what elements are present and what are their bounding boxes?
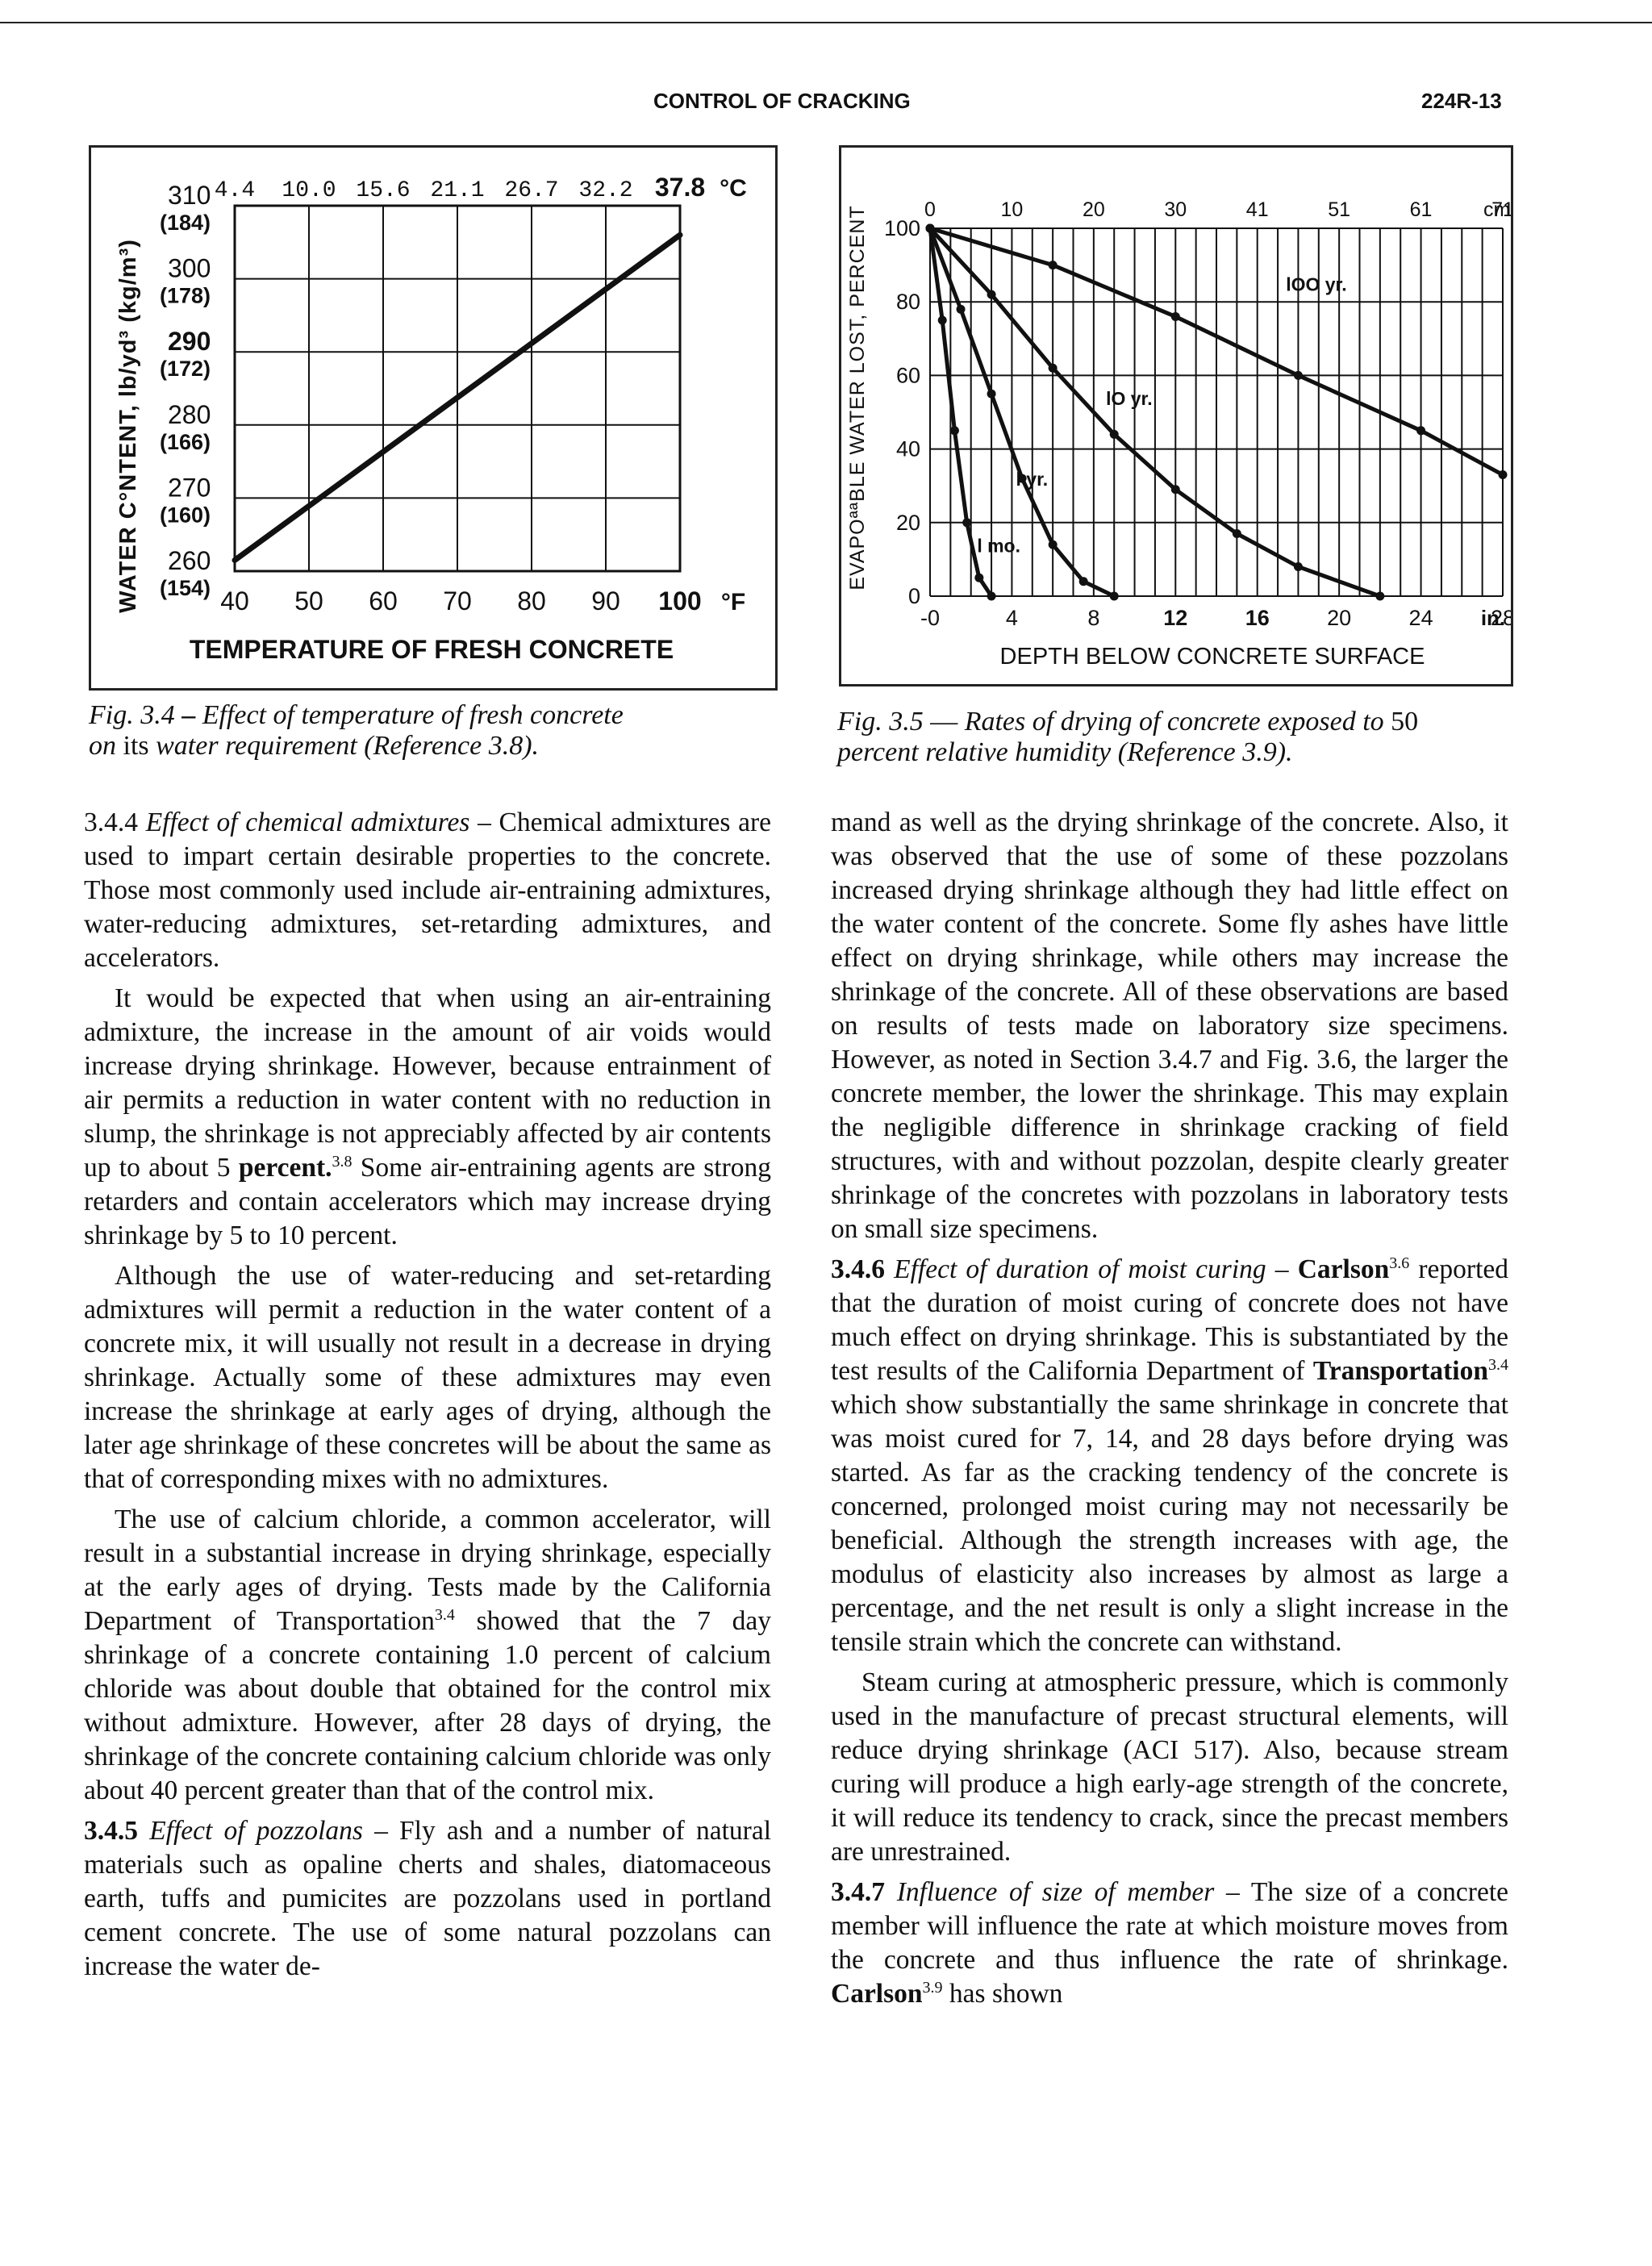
paragraph [84, 1814, 771, 1984]
figure-3-4-chart [91, 148, 775, 688]
y-tick-label-metric: (166) [160, 429, 211, 454]
y-tick-label: 290 [168, 327, 211, 357]
caption-text: its [123, 731, 149, 761]
y-tick-label: 280 [168, 399, 211, 429]
data-point [987, 592, 996, 601]
y-tick-label: 0 [907, 584, 920, 608]
data-point [1499, 470, 1508, 479]
top-rule [0, 22, 1652, 23]
y-tick-label: 270 [168, 473, 211, 503]
series-line [930, 228, 1114, 596]
paragraph-text: The use of calcium chloride, a common accelerator, will result in a substantial increase in drying shrinkage, especially at the early ages of drying. Tests made by the California Department of Transportation [84, 1504, 771, 1636]
y-tick-label-metric: (178) [160, 283, 211, 308]
paragraph-text: Although the use of water-reducing and set-retarding admixtures will permit a reduction in the water content of a concrete mix, it will usually not result in a decrease in drying shrinkage. Actually some of these admixtures may even increase the shrinkage at early ages of drying, although the later age shrinkage of these concretes will be about the same as that of corresponding mixes with no admixtures. [84, 1261, 771, 1494]
x-tick-label-in: -0 [920, 606, 941, 630]
data-point [987, 390, 996, 399]
x-tick-label-in: 20 [1327, 606, 1352, 630]
left-column [84, 806, 771, 1990]
data-point [1110, 430, 1119, 439]
x-tick-label-f: 60 [369, 586, 398, 616]
caption-text: percent relative humidity (Reference 3.9). [837, 737, 1293, 767]
y-tick-label-metric: (154) [160, 576, 211, 600]
paragraph-text: – Chemical admixtures are used to impart certain desirable properties to the concrete. Those most commonly used include air-entraining admixtures, water-reducing admixtures, set-retarding admixtures, and accelerators. [84, 807, 772, 973]
author-name: Carlson [831, 1979, 923, 2009]
x-unit-in: in. [1480, 606, 1506, 630]
x-tick-label-cm: 0 [924, 198, 936, 221]
citation: 3.8 [332, 1152, 353, 1171]
caption-dash: – [181, 700, 196, 730]
series-label: lOO yr. [1286, 273, 1347, 295]
citation: 3.4 [434, 1605, 455, 1624]
y-tick-label: 100 [883, 216, 920, 240]
x-axis-label: DEPTH BELOW CONCRETE SURFACE [999, 644, 1425, 670]
data-point [1294, 562, 1303, 571]
data-point [974, 574, 983, 582]
y-tick-label: 20 [895, 510, 920, 535]
data-point [1079, 577, 1088, 586]
x-axis-label: TEMPERATURE OF FRESH CONCRETE [189, 635, 674, 664]
data-point [1416, 426, 1425, 435]
x-tick-label-cm: 10 [1000, 198, 1024, 221]
caption-text: on [89, 731, 116, 761]
dash: – [1274, 1254, 1289, 1284]
x-tick-label-in: 28 [1490, 606, 1511, 630]
paragraph [831, 1253, 1508, 1659]
data-point [987, 290, 996, 299]
section-title: Effect of duration of moist curing [894, 1254, 1266, 1284]
data-point [1375, 592, 1384, 601]
y-tick-label: 80 [895, 290, 920, 315]
paragraph-text: reported that the duration of moist curing of concrete does not have much effect on drying shrinkage. This is substantiated by the test results of the California Department of [831, 1254, 1509, 1386]
paragraph [831, 806, 1508, 1246]
caption-text: Effect of temperature of fresh concrete [202, 700, 624, 730]
paragraph-text-bold: percent. [238, 1153, 332, 1183]
figure-3-5-chart [841, 148, 1511, 684]
x-tick-label-in: 16 [1245, 606, 1270, 630]
paragraph-text: showed that the 7 day shrinkage of a concrete containing 1.0 percent of calcium chloride was about double that obtained for the control mix without admixture. However, after 28 days of drying, the shrinkage of the concrete containing calcium chloride was only about 40 percent greater than that of the control mix. [84, 1606, 771, 1805]
paragraph [84, 806, 771, 975]
data-point [926, 224, 935, 233]
x-tick-label-c: 10.0 [282, 178, 336, 203]
x-tick-label-f: 80 [517, 586, 546, 616]
x-tick-label-f: 70 [443, 586, 472, 616]
x-tick-label-c: 37.8 [654, 173, 706, 202]
y-tick-label-metric: (172) [160, 357, 211, 382]
data-point [1110, 592, 1119, 601]
x-unit-cm: cm [1483, 198, 1511, 221]
x-tick-label-in: 8 [1087, 606, 1100, 630]
caption-label: Fig. 3.5 [837, 707, 924, 737]
paragraph-text: has shown [949, 1979, 1063, 2009]
paragraph [84, 1259, 771, 1496]
section-title: Influence of size of member [896, 1877, 1215, 1907]
figure-3-5-caption [837, 707, 1531, 768]
series-label: l mo. [977, 535, 1020, 557]
series-label: l yr. [1016, 469, 1049, 490]
page-number: 224R-13 [1421, 89, 1502, 113]
section-title: Effect of pozzolans [149, 1816, 363, 1846]
data-point [957, 305, 966, 314]
paragraph-text: – Fly ash and a number of natural materials such as opaline cherts and shales, diatomaceous earth, tuffs and pumicites are pozzolans used in portland cement concrete. The use of some natural pozzolans can increase the water de- [84, 1816, 771, 1981]
x-tick-label-f: 50 [294, 586, 323, 616]
running-header-title: CONTROL OF CRACKING [653, 89, 911, 113]
data-point [1049, 364, 1058, 373]
paragraph-text: which show substantially the same shrinkage in concrete that was moist cured for 7, 14, and 28 days before drying was started. As far as the cracking tendency of the concrete is concerned, prolonged moist curing may not necessarily be beneficial. Although the strength increases with age, the modulus of elasticity also increases by almost as large a percentage, and the net result is only a slight increase in the tensile strain which the concrete can withstand. [831, 1390, 1508, 1657]
section-number: 3.4.5 [84, 1816, 138, 1846]
data-point [1171, 485, 1180, 494]
data-point [950, 426, 959, 435]
y-tick-label: 60 [895, 363, 920, 388]
x-tick-label-f: 90 [591, 586, 620, 616]
caption-number: 50 [1391, 707, 1419, 737]
paragraph-text: It would be expected that when using an air-entraining admixture, the increase in the amount of air voids would increase drying shrinkage. However, because entrainment of air permits a reduction in water content with no reduction in slump, the shrinkage is not appreciably affected by air contents up to about 5 [84, 983, 771, 1183]
x-tick-label-cm: 61 [1409, 198, 1433, 221]
y-tick-label-metric: (184) [160, 211, 211, 235]
series-label: lO yr. [1106, 387, 1153, 409]
x-tick-label-c: 26.7 [504, 178, 559, 203]
x-unit-f: °F [720, 589, 746, 616]
figure-3-4 [89, 145, 778, 691]
caption-dash: — [930, 707, 958, 737]
paragraph [84, 982, 771, 1253]
y-axis-label: EVAPOªªBLE WATER LOST, PERCENT [846, 205, 869, 590]
y-axis-label: WATER C°NTENT, lb/yd³ (kg/m³) [115, 239, 141, 613]
data-point [1294, 371, 1303, 380]
section-number: 3.4.4 [84, 807, 138, 837]
section-title: Effect of chemical admixtures [145, 807, 470, 837]
x-tick-label-cm: 30 [1164, 198, 1187, 221]
paragraph-text: Steam curing at atmospheric pressure, which is commonly used in the manufacture of precast structural elements, will reduce drying shrinkage (ACI 517). Also, because stream curing will produce a high early-age strength of the concrete, it will reduce its tendency to crack, since the precast members are unrestrained. [831, 1667, 1508, 1867]
caption-text: water requirement (Reference 3.8). [156, 731, 540, 761]
x-tick-label-in: 24 [1408, 606, 1433, 630]
right-column [831, 806, 1508, 2018]
paragraph-text: Some air-entraining agents are strong retarders and contain accelerators which may increase drying shrinkage by 5 to 10 percent. [84, 1153, 772, 1250]
x-tick-label-cm: 71 [1491, 198, 1511, 221]
data-point [1171, 312, 1180, 321]
x-unit-c: °C [720, 175, 747, 202]
paragraph-text-bold: Transportation [1312, 1356, 1488, 1386]
data-point [938, 316, 947, 325]
y-tick-label: 40 [895, 436, 920, 461]
x-tick-label-in: 4 [1005, 606, 1018, 630]
x-tick-label-c: 21.1 [430, 178, 485, 203]
y-tick-label: 260 [168, 546, 211, 575]
data-point [962, 518, 971, 527]
paragraph-text: – The size of a concrete member will influence the rate at which moisture moves from the concrete and thus influence the rate of shrinkage. [831, 1877, 1508, 1975]
citation: 3.4 [1488, 1355, 1508, 1374]
caption-text: Rates of drying of concrete exposed to [964, 707, 1384, 737]
data-point [1049, 261, 1058, 269]
x-tick-label-c: 32.2 [578, 178, 633, 203]
figure-3-5 [839, 145, 1513, 686]
x-tick-label-cm: 51 [1328, 198, 1351, 221]
author-name: Carlson [1297, 1254, 1390, 1284]
x-tick-label-f: 100 [658, 586, 702, 616]
section-number: 3.4.7 [831, 1877, 885, 1907]
section-number: 3.4.6 [831, 1254, 885, 1284]
x-tick-label-in: 12 [1163, 606, 1188, 630]
x-tick-label-c: 4.4 [214, 178, 256, 203]
paragraph [831, 1876, 1508, 2011]
y-tick-label: 300 [168, 253, 211, 283]
paragraph [831, 1666, 1508, 1869]
citation: 3.6 [1389, 1254, 1410, 1272]
data-point [1049, 540, 1058, 549]
x-tick-label-cm: 41 [1245, 198, 1269, 221]
caption-label: Fig. 3.4 [89, 700, 175, 730]
x-tick-label-cm: 20 [1082, 198, 1105, 221]
citation: 3.9 [922, 1978, 943, 1997]
paragraph-text: mand as well as the drying shrinkage of the concrete. Also, it was observed that the use of some of these pozzolans increased drying shrinkage although they had little effect on the water content of the concrete. Some fly ashes have little effect on drying shrinkage, while others may increase the shrinkage of the concrete. All of these observations are based on results of tests made on laboratory size specimens. However, as noted in Section 3.4.7 and Fig. 3.6, the larger the concrete member, the lower the shrinkage. This may explain the negligible difference in shrinkage cracking of field structures, with and without pozzolan, despite clearly greater shrinkage of the concretes with pozzolans in laboratory tests on small size specimens. [831, 807, 1508, 1244]
figure-3-4-caption [89, 700, 791, 762]
x-tick-label-c: 15.6 [356, 178, 411, 203]
y-tick-label-metric: (160) [160, 503, 211, 528]
data-point [1233, 529, 1241, 538]
paragraph [84, 1503, 771, 1808]
x-tick-label-f: 40 [220, 586, 249, 616]
y-tick-label: 310 [168, 181, 211, 210]
